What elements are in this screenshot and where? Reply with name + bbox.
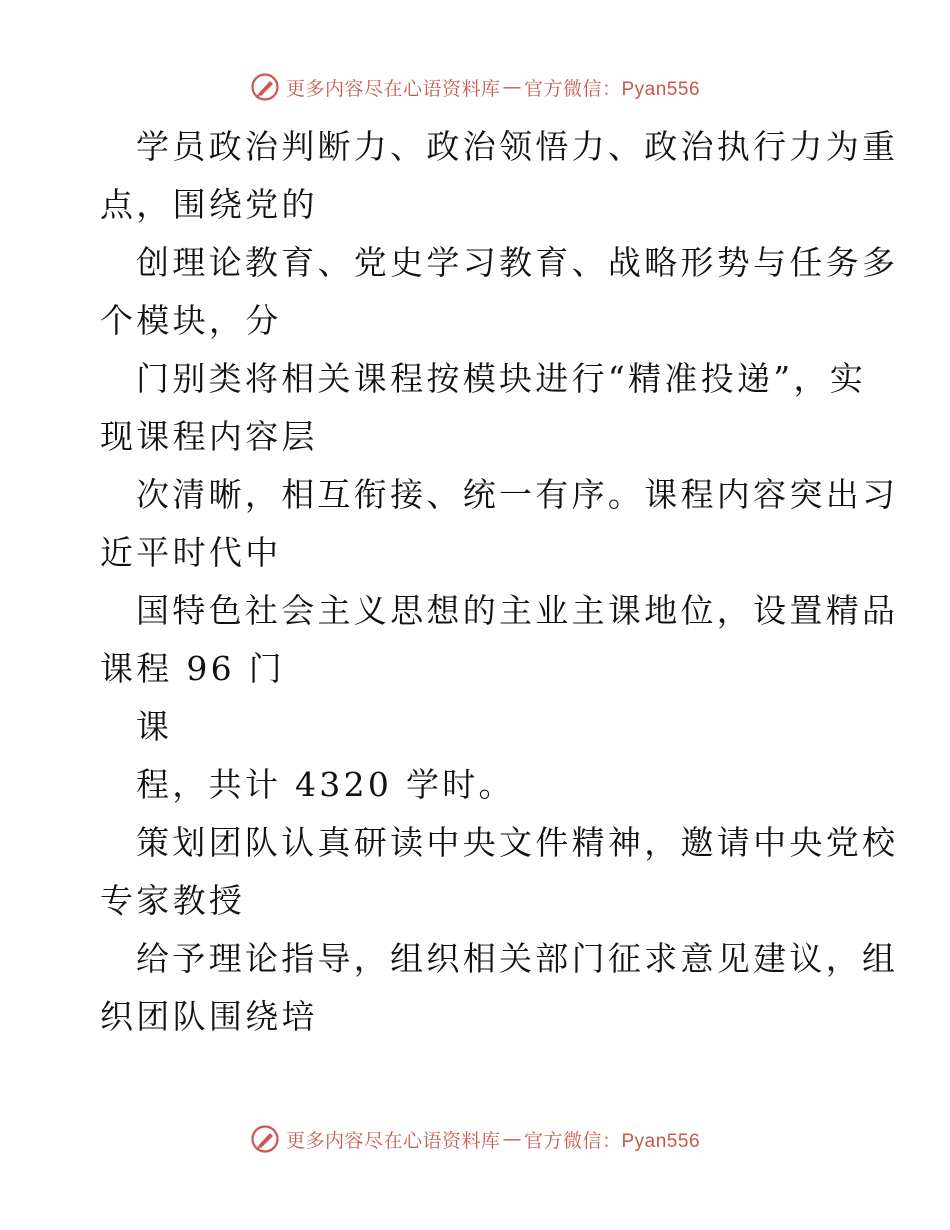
pen-logo-icon [250,1124,280,1154]
header-watermark [0,72,950,102]
watermark-suffix: 官方微信：Pyan556 [524,78,701,100]
watermark-separator: — [502,1128,522,1150]
text-line: 策划团队认真研读中央文件精神，邀请中央党校 [136,823,899,862]
text-line: 课程 96 门 [100,649,286,688]
text-line: 专家教授 [100,881,246,920]
text-line: 织团队围绕培 [100,997,318,1036]
text-line: 课 [136,707,173,746]
watermark-separator: — [502,76,522,98]
text-line: 点，围绕党的 [100,185,318,224]
text-line: 学员政治判断力、政治领悟力、政治执行力为重 [136,127,899,166]
pen-logo-icon [250,72,280,102]
document-body [100,118,899,1046]
text-line: 个模块，分 [100,301,282,340]
text-line: 国特色社会主义思想的主业主课地位，设置精品 [136,591,899,630]
footer-watermark [0,1124,950,1154]
text-line: 次清晰，相互衔接、统一有序。课程内容突出习 [136,475,899,514]
text-line: 近平时代中 [100,533,282,572]
text-line: 现课程内容层 [100,417,318,456]
watermark-text: 更多内容尽在心语资料库 [285,1129,501,1152]
text-line: 创理论教育、党史学习教育、战略形势与任务多 [136,243,899,282]
text-line: 程，共计 4320 学时。 [136,765,515,804]
text-line: 给予理论指导，组织相关部门征求意见建议，组 [136,939,899,978]
text-line: 门别类将相关课程按模块进行“精准投递”，实 [136,359,867,398]
watermark-suffix: 官方微信：Pyan556 [524,1130,701,1152]
watermark-text: 更多内容尽在心语资料库 [285,77,501,100]
